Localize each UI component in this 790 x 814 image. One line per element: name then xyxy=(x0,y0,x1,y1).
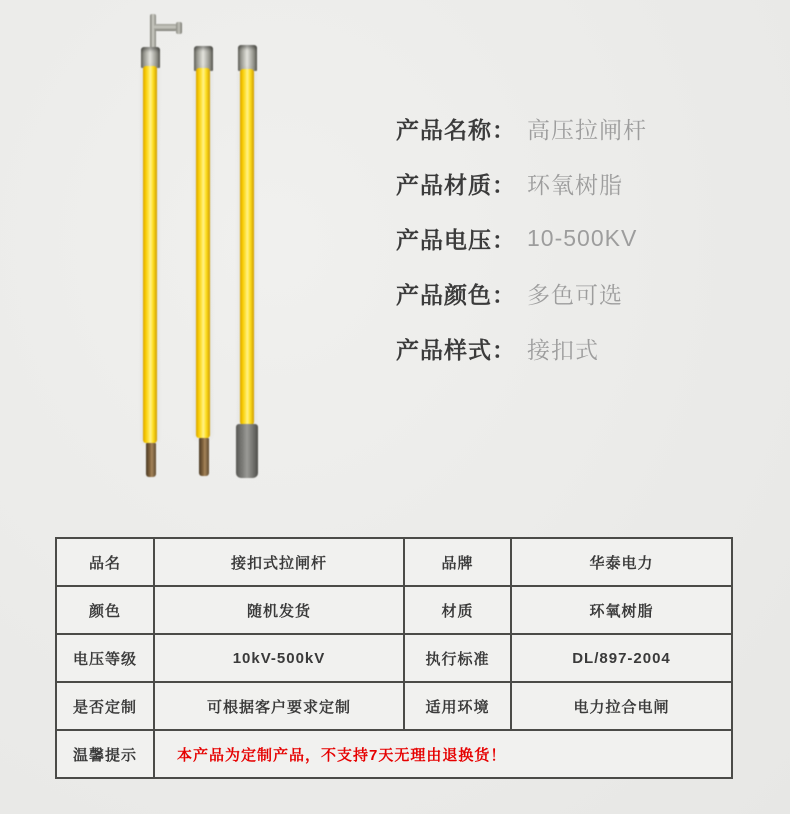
spec-row-material xyxy=(396,167,647,199)
pole-tip xyxy=(199,438,209,476)
table-cell-value: 电力拉合电闸 xyxy=(511,682,732,730)
table-cell-value: 可根据客户要求定制 xyxy=(154,682,404,730)
pole-ferrule xyxy=(141,47,160,68)
spec-value: 接扣式 xyxy=(527,336,599,363)
table-cell-value: 华泰电力 xyxy=(511,538,732,586)
spec-row-color xyxy=(396,277,647,309)
spec-label: 产品材质： xyxy=(396,171,516,198)
hook-arm xyxy=(154,24,178,31)
spec-label: 产品颜色： xyxy=(396,281,516,308)
table-cell-value: 接扣式拉闸杆 xyxy=(154,538,404,586)
table-cell-label: 是否定制 xyxy=(56,682,154,730)
pole-shaft xyxy=(196,68,210,438)
table-cell-value: DL/897-2004 xyxy=(511,634,732,682)
table-cell-label: 品名 xyxy=(56,538,154,586)
notice-text: 本产品为定制产品，不支持7天无理由退换货！ xyxy=(154,730,732,778)
table-row xyxy=(56,634,732,682)
table-cell-label: 执行标准 xyxy=(404,634,511,682)
table-row xyxy=(56,682,732,730)
table-cell-label: 电压等级 xyxy=(56,634,154,682)
table-row-notice xyxy=(56,730,732,778)
spec-value: 高压拉闸杆 xyxy=(527,116,647,143)
pole-shaft xyxy=(143,66,157,443)
table-cell-label: 适用环境 xyxy=(404,682,511,730)
table-row xyxy=(56,586,732,634)
spec-value: 多色可选 xyxy=(527,281,623,308)
table-cell-value: 环氧树脂 xyxy=(511,586,732,634)
table-cell-label: 颜色 xyxy=(56,586,154,634)
pole-ferrule xyxy=(238,45,257,71)
spec-label: 产品电压： xyxy=(396,226,516,253)
table-row xyxy=(56,538,732,586)
pole-tip xyxy=(146,443,156,477)
spec-table xyxy=(55,537,733,779)
spec-row-name xyxy=(396,112,647,144)
spec-value: 环氧树脂 xyxy=(527,171,623,198)
spec-label: 产品名称： xyxy=(396,116,516,143)
table-cell-value: 10kV-500kV xyxy=(154,634,404,682)
spec-row-style xyxy=(396,332,647,364)
pole-shaft xyxy=(240,69,254,425)
pole-end-cap xyxy=(236,424,258,478)
spec-list xyxy=(396,112,647,364)
hook-knob xyxy=(176,22,182,34)
table-cell-value: 随机发货 xyxy=(154,586,404,634)
table-cell-label: 品牌 xyxy=(404,538,511,586)
table-cell-label: 材质 xyxy=(404,586,511,634)
spec-value: 10-500KV xyxy=(527,224,638,251)
table-cell-label: 温馨提示 xyxy=(56,730,154,778)
spec-row-voltage xyxy=(396,222,647,254)
spec-label: 产品样式： xyxy=(396,336,516,363)
